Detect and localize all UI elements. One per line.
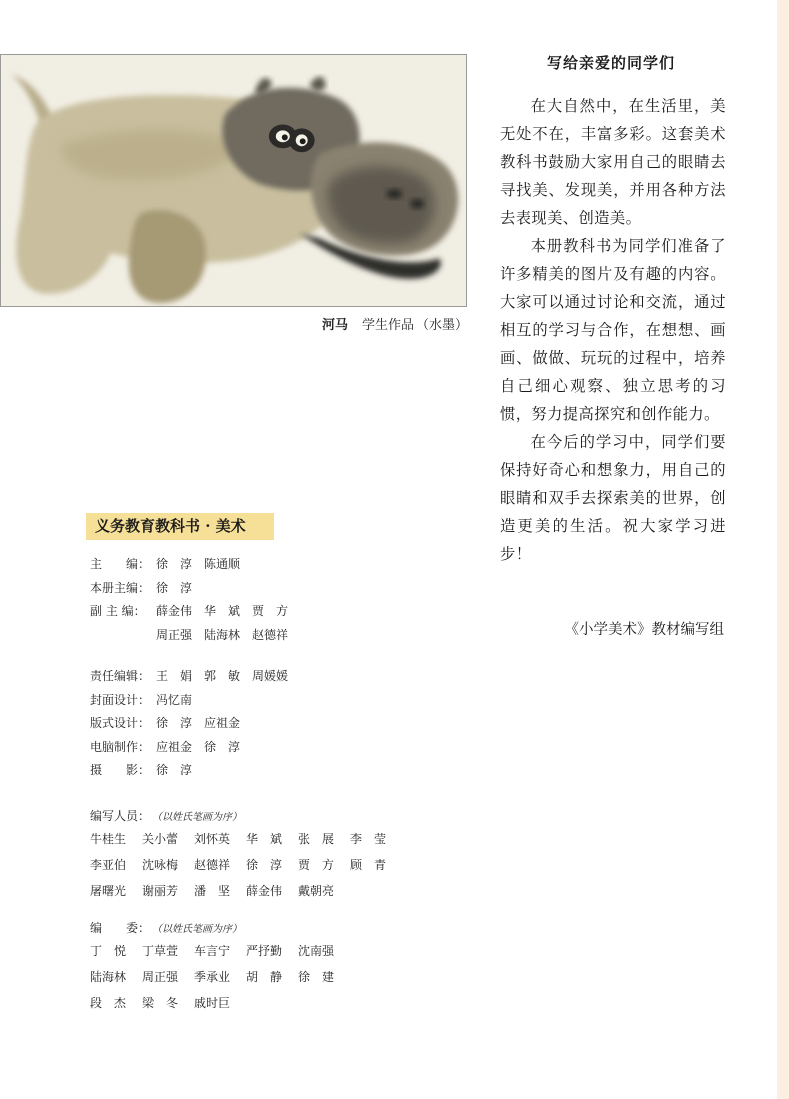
person-name: 严抒勤 xyxy=(246,944,283,958)
painting-medium: （水墨） xyxy=(415,318,468,333)
letter-paragraph: 本册教科书为同学们准备了许多精美的图片及有趣的内容。大家可以通过讨论和交流，通过相互的学习与合作，在想想、画画、做做、玩玩的过程中，培养自己细心观察、独立思考的习惯，努力提高探究和创作能力。 xyxy=(500,237,726,423)
credit-names: 冯忆南 xyxy=(156,692,193,707)
credit-names: 王 娟 郭 敏 周媛媛 xyxy=(156,669,289,683)
credit-role: 责任编辑： xyxy=(90,669,151,683)
painting-description: 学生作品 xyxy=(361,318,414,333)
credit-role: 摄 影： xyxy=(90,763,151,777)
credit-names: 徐 淳 陈通顺 xyxy=(156,557,241,571)
credit-names: 周正强 陆海林 赵德祥 xyxy=(156,627,289,642)
committee-note: （以姓氏笔画为序） xyxy=(152,924,243,935)
credit-row xyxy=(90,759,410,783)
credits-block xyxy=(90,553,410,783)
person-name: 戚时巨 xyxy=(194,996,231,1010)
credit-role xyxy=(90,624,156,648)
letter-signature: 《小学美术》教材编写组 xyxy=(564,622,724,638)
person-name: 李亚伯 xyxy=(90,858,127,872)
credit-names: 徐 淳 应祖金 xyxy=(156,716,241,730)
person-name: 徐 建 xyxy=(298,970,335,984)
hippo-ink-illustration xyxy=(1,55,466,306)
person-name: 薛金伟 xyxy=(246,884,283,898)
credit-role: 版式设计： xyxy=(90,716,151,730)
person-name: 顾 青 xyxy=(350,858,387,872)
painting-caption xyxy=(250,314,468,333)
page-edge-strip xyxy=(777,0,789,1099)
name-row xyxy=(90,878,410,904)
credit-row xyxy=(90,624,410,648)
person-name: 李 莹 xyxy=(350,832,387,846)
name-row xyxy=(90,990,410,1016)
writers-note: （以姓氏笔画为序） xyxy=(152,812,243,823)
person-name: 丁 悦 xyxy=(90,944,127,958)
person-name: 周正强 xyxy=(142,970,179,984)
person-name: 潘 坚 xyxy=(194,884,231,898)
credit-row xyxy=(90,736,410,760)
writers-list xyxy=(90,826,410,904)
credit-row xyxy=(90,665,410,689)
person-name: 屠曙光 xyxy=(90,884,127,898)
person-name: 段 杰 xyxy=(90,996,127,1010)
committee-heading xyxy=(90,919,242,936)
credit-row xyxy=(90,577,410,601)
person-name: 季承业 xyxy=(194,970,231,984)
letter-paragraph: 在今后的学习中，同学们要保持好奇心和想象力，用自己的眼睛和双手去探索美的世界，创造更美的生活。祝大家学习进步！ xyxy=(500,433,726,563)
person-name: 关小蕾 xyxy=(142,832,179,846)
series-title: 义务教育教科书 · 美术 xyxy=(86,513,274,540)
person-name: 梁 冬 xyxy=(142,996,179,1010)
credit-role: 主 编： xyxy=(90,557,151,571)
person-name: 华 斌 xyxy=(246,832,283,846)
person-name: 谢丽芳 xyxy=(142,884,179,898)
credit-names: 徐 淳 xyxy=(156,763,193,777)
hippo-painting xyxy=(0,54,467,307)
credit-row xyxy=(90,712,410,736)
committee-title: 编 委： xyxy=(90,921,151,935)
name-row xyxy=(90,938,410,964)
credit-names: 薛金伟 华 斌 贾 方 xyxy=(156,604,289,618)
credit-role: 本册主编： xyxy=(90,580,151,595)
name-row xyxy=(90,964,410,990)
person-name: 贾 方 xyxy=(298,858,335,872)
credit-row xyxy=(90,600,410,624)
credit-role: 电脑制作： xyxy=(90,739,151,754)
credit-row xyxy=(90,689,410,713)
letter-body xyxy=(500,92,726,568)
person-name: 张 展 xyxy=(298,832,335,846)
person-name: 徐 淳 xyxy=(246,858,283,872)
person-name: 刘怀英 xyxy=(194,832,231,846)
credit-row xyxy=(90,553,410,577)
letter-paragraph: 在大自然中，在生活里，美无处不在，丰富多彩。这套美术教科书鼓励大家用自己的眼睛去寻找美、发现美，并用各种方法去表现美、创造美。 xyxy=(500,97,726,227)
letter-title: 写给亲爱的同学们 xyxy=(546,54,675,72)
writers-heading xyxy=(90,807,242,824)
person-name: 沈南强 xyxy=(298,944,335,958)
credit-role: 封面设计： xyxy=(90,692,151,707)
person-name: 陆海林 xyxy=(90,970,127,984)
person-name: 车言宁 xyxy=(194,944,231,958)
person-name: 赵德祥 xyxy=(194,858,231,872)
committee-list xyxy=(90,938,410,1016)
person-name: 牛桂生 xyxy=(90,832,127,846)
person-name: 丁草萱 xyxy=(142,944,179,958)
credit-names: 应祖金 徐 淳 xyxy=(156,739,241,754)
person-name: 戴朝亮 xyxy=(298,884,335,898)
credit-names: 徐 淳 xyxy=(156,580,193,595)
person-name: 沈咏梅 xyxy=(142,858,179,872)
credit-role: 副 主 编： xyxy=(90,604,146,618)
name-row xyxy=(90,826,410,852)
writers-title: 编写人员： xyxy=(90,809,151,823)
person-name: 胡 静 xyxy=(246,970,283,984)
painting-title: 河马 xyxy=(321,318,348,333)
name-row xyxy=(90,852,410,878)
